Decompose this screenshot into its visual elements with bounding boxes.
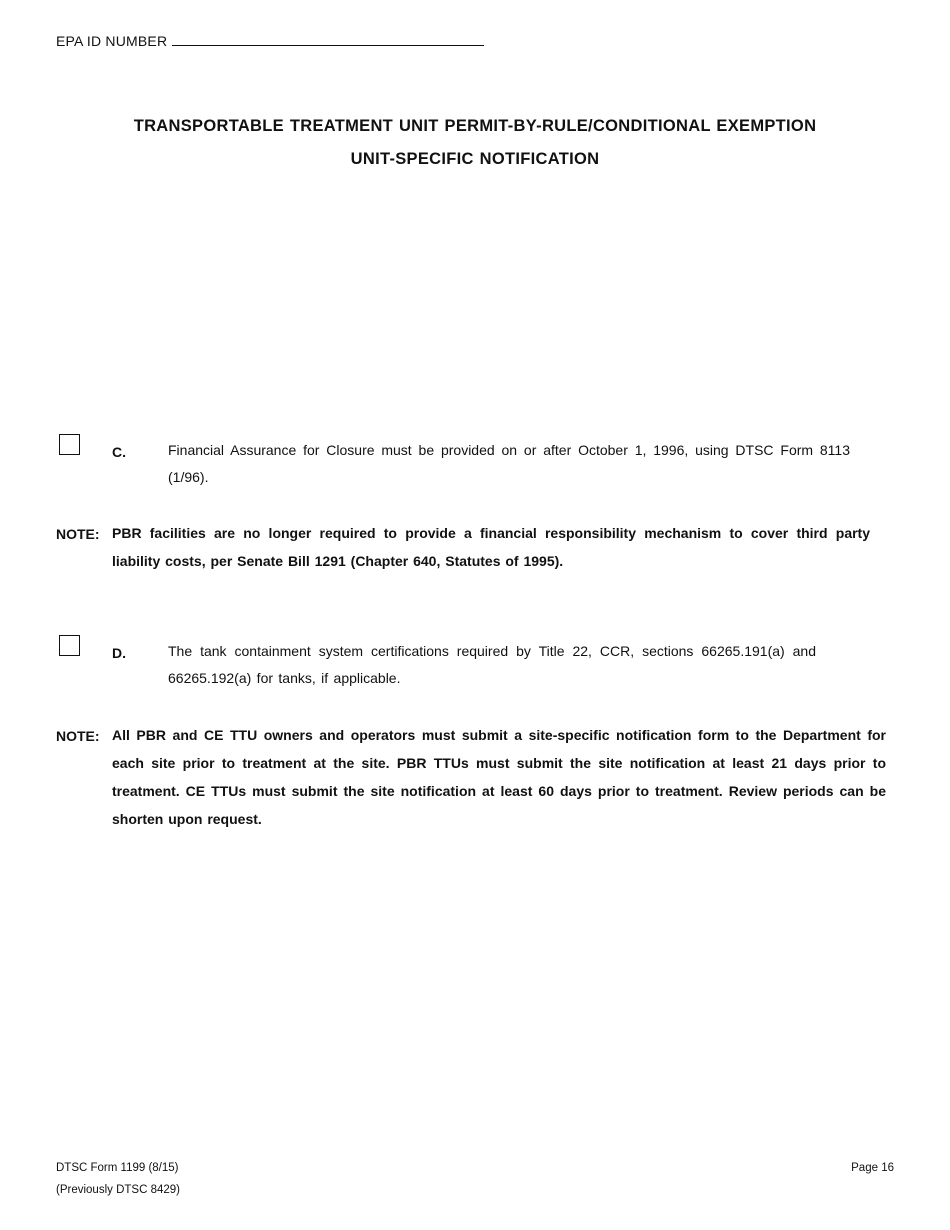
item-d-text: The tank containment system certifications required by Title 22, CCR, sections 66265.191(a) and 66265.192(a) for tanks, if applicable.: [168, 643, 816, 686]
note-1-text: PBR facilities are no longer required to provide a financial responsibility mechanism to cover third party liability costs, per Senate Bill 1291 (Chapter 640, Statutes of 1995).: [112, 525, 870, 569]
note-2-text: All PBR and CE TTU owners and operators must submit a site-specific notification form to the Department for each site prior to treatment at the site. PBR TTUs must submit the site notification at least 21 days prior to treatment. CE TTUs must submit the site notification at least 60 days prior to treatment. Review periods can be shorten upon request.: [112, 727, 886, 827]
footer-form-number: DTSC Form 1199 (8/15): [56, 1162, 179, 1174]
item-c-checkbox[interactable]: [59, 434, 80, 455]
footer-page-number: Page 16: [851, 1162, 894, 1174]
item-c-letter: C.: [112, 444, 126, 460]
item-d-checkbox[interactable]: [59, 635, 80, 656]
item-d-letter: D.: [112, 645, 126, 661]
item-c-text: Financial Assurance for Closure must be provided on or after October 1, 1996, using DTSC Form 8113 (1/96).: [168, 442, 850, 485]
epa-id-label: EPA ID NUMBER: [56, 33, 168, 49]
footer-left: [56, 1157, 180, 1201]
note-1-label: NOTE:: [56, 526, 100, 542]
note-2-label: NOTE:: [56, 728, 100, 744]
epa-id-input-line[interactable]: [172, 45, 484, 46]
page-title: TRANSPORTABLE TREATMENT UNIT PERMIT-BY-RULE/CONDITIONAL EXEMPTION: [133, 117, 817, 135]
page-subtitle: UNIT-SPECIFIC NOTIFICATION: [350, 150, 600, 168]
footer-previous-form: (Previously DTSC 8429): [56, 1184, 180, 1196]
epa-id-row: [56, 33, 484, 49]
